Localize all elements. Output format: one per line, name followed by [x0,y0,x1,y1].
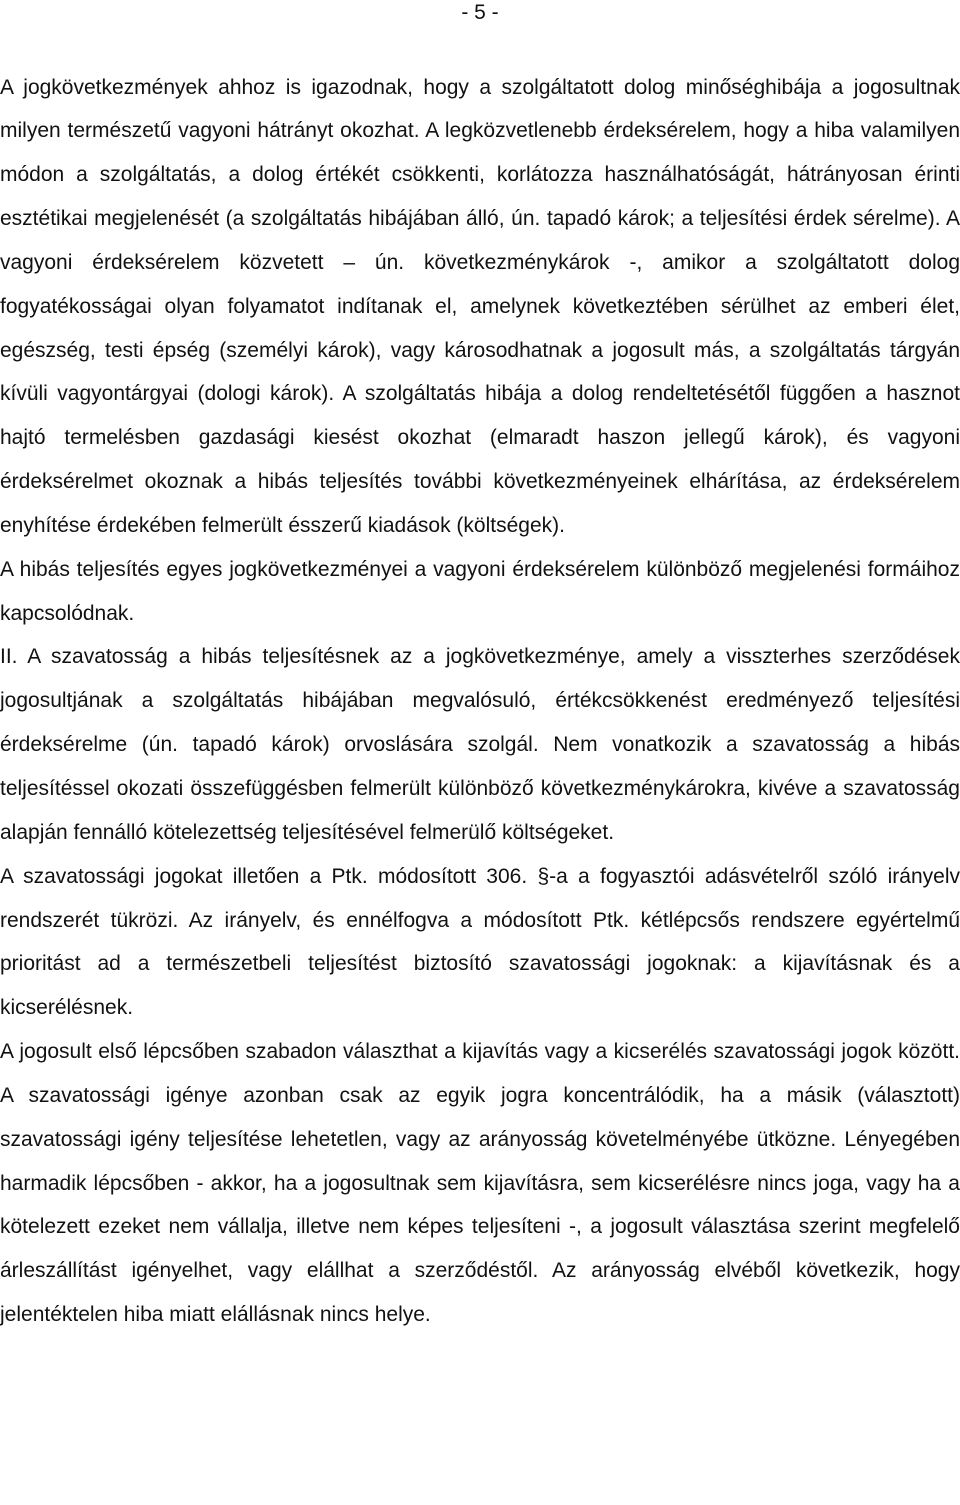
paragraph-5: A jogosult első lépcsőben szabadon választhat a kijavítás vagy a kicserélés szavatossági jogok között. A szavatossági igénye azonban csak az egyik jogra koncentrálódik, ha a másik (választott) szavatossági igény teljesítése lehetetlen, vagy az arányosság követelményébe ütközne. Lényegében harmadik lépcsőben - akkor, ha a jogosultnak sem kijavításra, sem kicserélésre nincs joga, vagy ha a kötelezett ezeket nem vállalja, illetve nem képes teljesíteni -, a jogosult választása szerint megfelelő árleszállítást igényelhet, vagy elállhat a szerződéstől. Az arányosság elvéből következik, hogy jelentéktelen hiba miatt elállásnak nincs helye. [0,1040,960,1327]
paragraph-1: A jogkövetkezmények ahhoz is igazodnak, hogy a szolgáltatott dolog minőséghibája a jogosultnak milyen természetű vagyoni hátrányt okozhat. A legközvetlenebb érdeksérelem, hogy a hiba valamilyen módon a szolgáltatás, a dolog értékét csökkenti, korlátozza használhatóságát, hátrányosan érinti esztétikai megjelenését (a szolgáltatás hibájában álló, ún. tapadó károk; a teljesítési érdek sérelme). A vagyoni érdeksérelem közvetett – ún. következménykárok -, amikor a szolgáltatott dolog fogyatékosságai olyan folyamatot indítanak el, amelynek következtében sérülhet az emberi élet, egészség, testi épség (személyi károk), vagy károsodhatnak a jogosult más, a szolgáltatás tárgyán kívüli vagyontárgyai (dologi károk). A szolgáltatás hibája a dolog rendeltetésétől függően a hasznot hajtó termelésben gazdasági kiesést okozhat (elmaradt haszon jellegű károk), és vagyoni érdeksérelmet okoznak a hibás teljesítés további következményeinek elhárítása, az érdeksérelem enyhítése érdekében felmerült ésszerű kiadások (költségek). [0,75,960,537]
paragraph-3: II. A szavatosság a hibás teljesítésnek az a jogkövetkezménye, amely a visszterhes szerződések jogosultjának a szolgáltatás hibájában megvalósuló, értékcsökkenést eredményező teljesítési érdeksérelme (ún. tapadó károk) orvoslására szolgál. Nem vonatkozik a szavatosság a hibás teljesítéssel okozati összefüggésben felmerült különböző következménykárokra, kivéve a szavatosság alapján fennálló kötelezettség teljesítésével felmerülő költségeket. [0,645,960,844]
paragraph-4: A szavatossági jogokat illetően a Ptk. módosított 306. §-a a fogyasztói adásvételről szóló irányelv rendszerét tükrözi. Az irányelv, és ennélfogva a módosított Ptk. kétlépcsős rendszere egyértelmű prioritást ad a természetbeli teljesítést biztosító szavatossági jogoknak: a kijavításnak és a kicserélésnek. [0,864,960,1020]
page-number: - 5 - [461,1,499,24]
document-body [0,66,960,1337]
paragraph-2: A hibás teljesítés egyes jogkövetkezményei a vagyoni érdeksérelem különböző megjelenési formáihoz kapcsolódnak. [0,557,960,625]
